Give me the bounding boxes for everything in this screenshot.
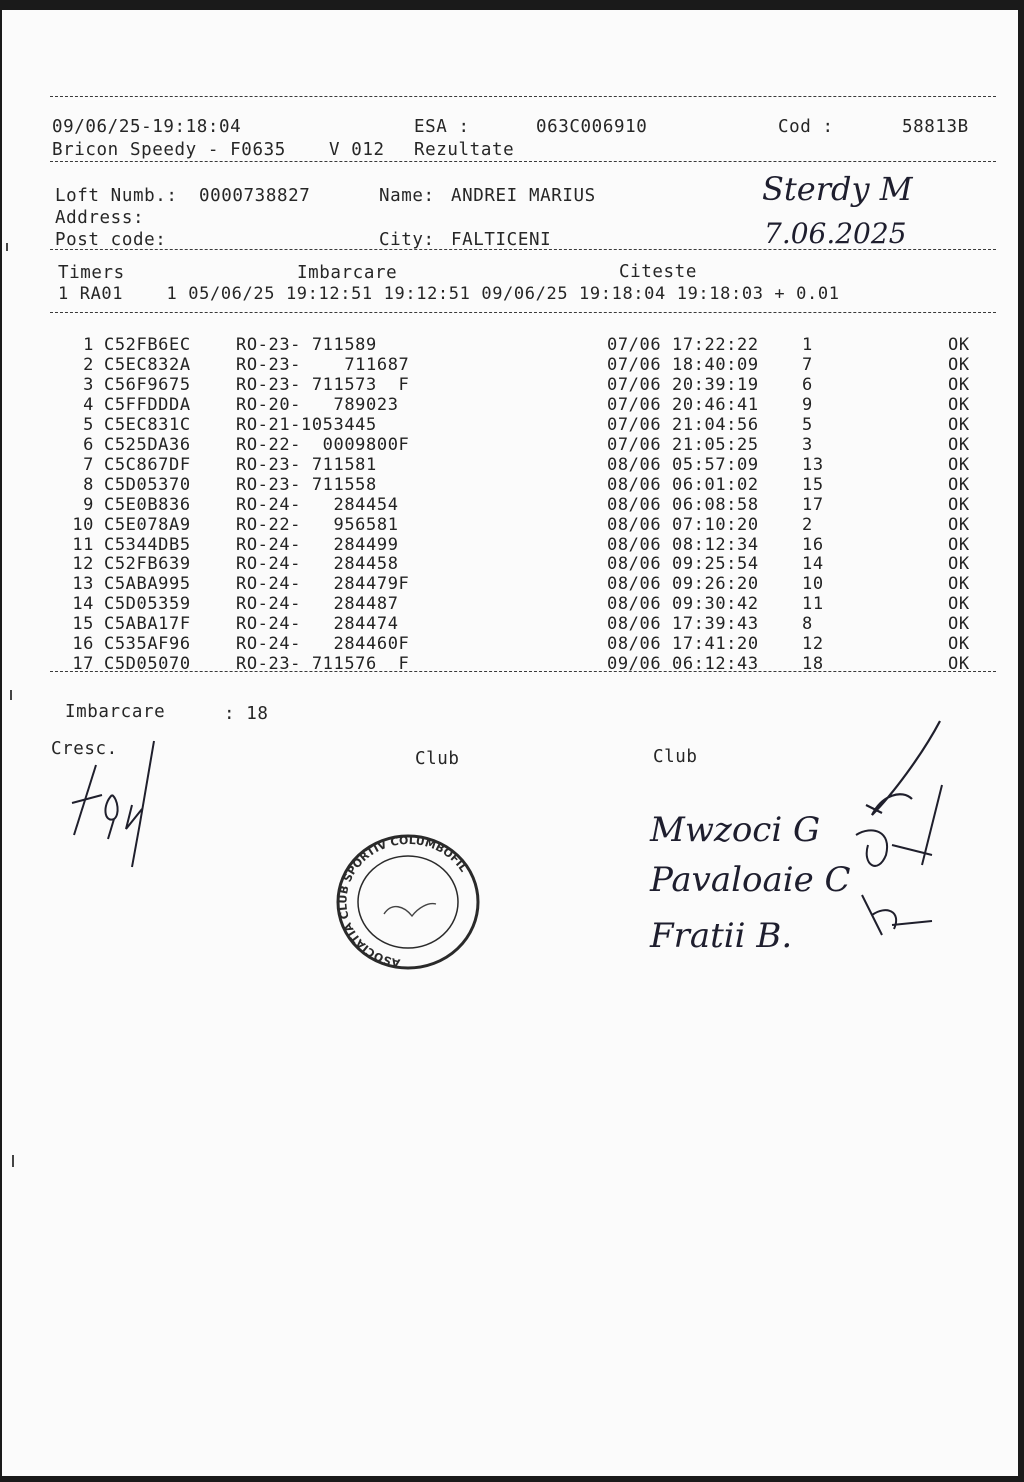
ring-number: RO-24- 284460F	[236, 634, 410, 655]
row-number: 15	[72, 614, 94, 635]
chip-id: C5344DB5	[104, 534, 191, 555]
place: 5	[802, 414, 813, 435]
ring-number: RO-24- 284479F	[236, 574, 410, 595]
scan-mark	[6, 243, 8, 251]
ring-number: RO-22- 0009800F	[236, 434, 410, 455]
ring-number: RO-23- 711581	[236, 454, 377, 475]
table-row	[2, 475, 1018, 495]
svg-text:ASOCIATIA CLUB SPORTIV COLUMBO	[336, 834, 470, 970]
table-row	[2, 495, 1018, 515]
row-number: 8	[83, 474, 94, 495]
place: 15	[802, 474, 824, 495]
club-signatures-marks	[842, 715, 962, 965]
table-row	[2, 515, 1018, 535]
club-label-2: Club	[653, 747, 698, 767]
address-label: Address:	[55, 208, 145, 228]
arrival-time: 08/06 08:12:34	[607, 534, 759, 555]
place: 8	[802, 614, 813, 635]
arrival-time: 08/06 09:26:20	[607, 574, 759, 595]
row-number: 2	[83, 354, 94, 375]
place: 3	[802, 434, 813, 455]
ring-number: RO-24- 284499	[236, 534, 399, 555]
name-label: Name:	[379, 186, 435, 206]
report-title: Rezultate	[414, 140, 515, 160]
chip-id: C5EC832A	[104, 354, 191, 375]
status: OK	[948, 474, 970, 495]
arrival-time: 07/06 20:46:41	[607, 394, 759, 415]
cod-value: 58813B	[902, 117, 969, 137]
citeste-header: Citeste	[619, 262, 697, 282]
stamp-text: ASOCIATIA CLUB SPORTIV COLUMBOFIL	[336, 833, 471, 970]
status: OK	[948, 574, 970, 595]
place: 18	[802, 654, 824, 675]
breeder-signature	[62, 735, 172, 875]
row-number: 14	[72, 594, 94, 615]
place: 17	[802, 494, 824, 515]
chip-id: C5E0B836	[104, 494, 191, 515]
club-member-2: Pavaloaie C	[650, 860, 851, 900]
status: OK	[948, 614, 970, 635]
chip-id: C5ABA17F	[104, 614, 191, 635]
handwritten-name: Sterdy M	[762, 170, 913, 208]
club-label-1: Club	[415, 749, 460, 769]
row-number: 16	[72, 634, 94, 655]
ring-number: RO-24- 284454	[236, 494, 399, 515]
ring-number: RO-21-1053445	[236, 414, 377, 435]
status: OK	[948, 394, 970, 415]
results-sheet	[2, 10, 1018, 1476]
timers-label: Timers	[58, 263, 125, 283]
ring-number: RO-22- 956581	[236, 514, 399, 535]
arrival-time: 08/06 17:39:43	[607, 614, 759, 635]
place: 1	[802, 335, 813, 355]
arrival-time: 07/06 17:22:22	[607, 335, 759, 355]
status: OK	[948, 514, 970, 535]
table-row	[2, 554, 1018, 574]
ring-number: RO-23- 711589	[236, 335, 377, 355]
arrival-time: 07/06 21:04:56	[607, 414, 759, 435]
cod-label: Cod :	[778, 117, 834, 137]
row-number: 9	[83, 494, 94, 515]
row-number: 5	[83, 414, 94, 435]
divider	[50, 312, 996, 313]
chip-id: C52FB6EC	[104, 335, 191, 355]
club-member-1: Mwzoci G	[650, 810, 821, 850]
version: V 012	[329, 140, 385, 160]
arrival-time: 08/06 05:57:09	[607, 454, 759, 475]
chip-id: C525DA36	[104, 434, 191, 455]
row-number: 17	[72, 654, 94, 675]
imbarcare-footer-label: Imbarcare	[65, 702, 166, 722]
ring-number: RO-20- 789023	[236, 394, 399, 415]
place: 12	[802, 634, 824, 655]
table-row	[2, 614, 1018, 634]
status: OK	[948, 634, 970, 655]
ring-number: RO-24- 284487	[236, 594, 399, 615]
table-row	[2, 634, 1018, 654]
chip-id: C5EC831C	[104, 414, 191, 435]
arrival-time: 08/06 09:25:54	[607, 554, 759, 575]
status: OK	[948, 554, 970, 575]
status: OK	[948, 594, 970, 615]
status: OK	[948, 534, 970, 555]
table-row	[2, 395, 1018, 415]
table-row	[2, 335, 1018, 355]
row-number: 13	[72, 574, 94, 595]
arrival-time: 08/06 06:01:02	[607, 474, 759, 495]
status: OK	[948, 654, 970, 675]
place: 14	[802, 554, 824, 575]
chip-id: C5D05070	[104, 654, 191, 675]
chip-id: C5C867DF	[104, 454, 191, 475]
print-datetime: 09/06/25-19:18:04	[52, 117, 242, 137]
row-number: 10	[72, 514, 94, 535]
table-row	[2, 435, 1018, 455]
arrival-time: 07/06 18:40:09	[607, 354, 759, 375]
arrival-time: 07/06 20:39:19	[607, 374, 759, 395]
name-value: ANDREI MARIUS	[451, 186, 596, 206]
club-member-3: Fratii B.	[650, 916, 793, 956]
city-value: FALTICENI	[451, 230, 552, 250]
device-name: Bricon Speedy - F0635	[52, 140, 286, 160]
scan-mark	[10, 690, 12, 700]
arrival-time: 08/06 17:41:20	[607, 634, 759, 655]
chip-id: C5FFDDDA	[104, 394, 191, 415]
handwritten-date: 7.06.2025	[764, 217, 907, 250]
ring-number: RO-24- 284474	[236, 614, 399, 635]
chip-id: C5D05370	[104, 474, 191, 495]
table-row	[2, 574, 1018, 594]
table-row	[2, 415, 1018, 435]
divider	[50, 96, 996, 97]
imbarcare-header: Imbarcare	[297, 263, 398, 283]
chip-id: C535AF96	[104, 634, 191, 655]
esa-value: 063C006910	[536, 117, 648, 137]
place: 9	[802, 394, 813, 415]
divider	[50, 249, 996, 250]
loft-number-value: 0000738827	[199, 186, 311, 206]
table-row	[2, 375, 1018, 395]
row-number: 12	[72, 554, 94, 575]
esa-label: ESA :	[414, 117, 470, 137]
divider	[50, 161, 996, 162]
arrival-time: 08/06 09:30:42	[607, 594, 759, 615]
ring-number: RO-23- 711558	[236, 474, 377, 495]
status: OK	[948, 434, 970, 455]
row-number: 4	[83, 394, 94, 415]
timer-line: 1 RA01 1 05/06/25 19:12:51 19:12:51 09/06/25 19:18:04 19:18:03 + 0.01	[58, 284, 840, 304]
row-number: 11	[72, 534, 94, 555]
ring-number: RO-23- 711573 F	[236, 374, 410, 395]
place: 7	[802, 354, 813, 375]
place: 10	[802, 574, 824, 595]
divider	[50, 671, 996, 672]
arrival-time: 08/06 06:08:58	[607, 494, 759, 515]
cresc-label: Cresc.	[51, 739, 118, 759]
table-row	[2, 594, 1018, 614]
place: 13	[802, 454, 824, 475]
row-number: 7	[83, 454, 94, 475]
imbarcare-footer-value: : 18	[224, 704, 269, 724]
scan-mark	[12, 1155, 14, 1167]
chip-id: C5ABA995	[104, 574, 191, 595]
place: 2	[802, 514, 813, 535]
city-label: City:	[379, 230, 435, 250]
row-number: 1	[83, 335, 94, 355]
place: 6	[802, 374, 813, 395]
postcode-label: Post code:	[55, 230, 167, 250]
table-row	[2, 455, 1018, 475]
arrival-time: 08/06 07:10:20	[607, 514, 759, 535]
status: OK	[948, 454, 970, 475]
ring-number: RO-24- 284458	[236, 554, 399, 575]
club-stamp	[332, 832, 484, 974]
table-row	[2, 535, 1018, 555]
status: OK	[948, 494, 970, 515]
row-number: 6	[83, 434, 94, 455]
row-number: 3	[83, 374, 94, 395]
ring-number: RO-23- 711687	[236, 354, 410, 375]
place: 16	[802, 534, 824, 555]
loft-number-label: Loft Numb.:	[55, 186, 178, 206]
chip-id: C56F9675	[104, 374, 191, 395]
arrival-time: 09/06 06:12:43	[607, 654, 759, 675]
chip-id: C5D05359	[104, 594, 191, 615]
chip-id: C5E078A9	[104, 514, 191, 535]
status: OK	[948, 335, 970, 355]
ring-number: RO-23- 711576 F	[236, 654, 410, 675]
status: OK	[948, 374, 970, 395]
status: OK	[948, 414, 970, 435]
arrival-time: 07/06 21:05:25	[607, 434, 759, 455]
chip-id: C52FB639	[104, 554, 191, 575]
place: 11	[802, 594, 824, 615]
status: OK	[948, 354, 970, 375]
table-row	[2, 355, 1018, 375]
